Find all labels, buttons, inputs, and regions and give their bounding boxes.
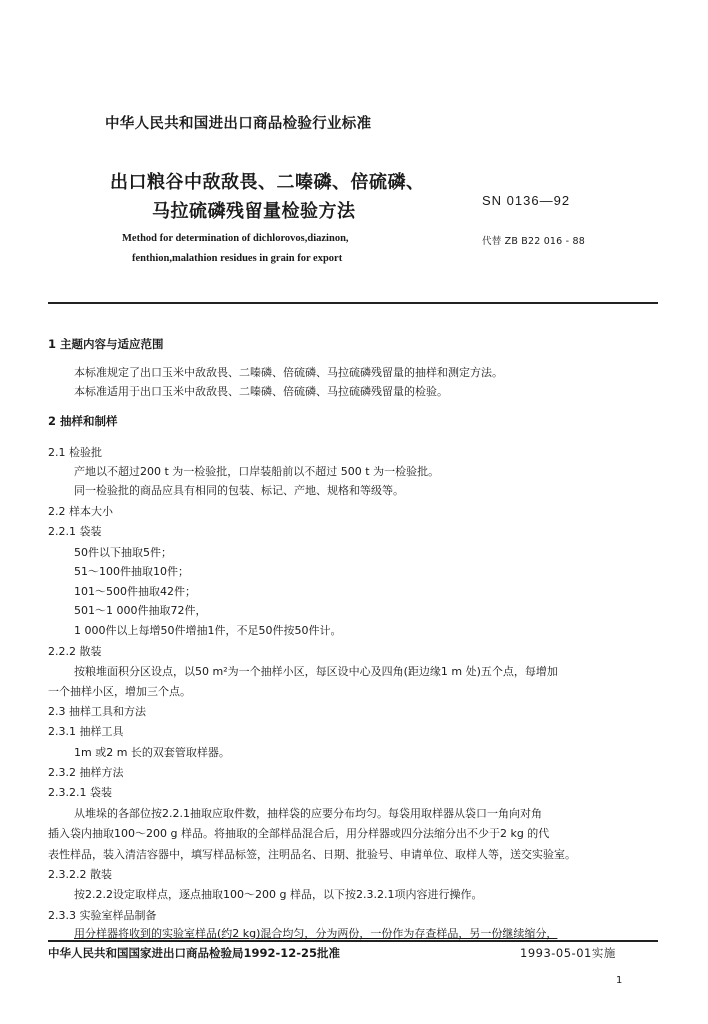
paragraph-line: 按粮堆面积分区设点，以50 m²为一个抽样小区，每区设中心及四角(距边缘1 m 处)五个点，每增加 (74, 665, 558, 678)
section-heading: 2 抽样和制样 (48, 414, 118, 428)
paragraph-line: 501～1 000件抽取72件， (74, 604, 207, 617)
section-heading: 2.2.1 袋装 (48, 525, 102, 538)
paragraph-line: 51～100件抽取10件； (74, 565, 189, 578)
paragraph-line: 表性样品，装入清洁容器中，填写样品标签，注明品名、日期、批验号、申请单位、取样人等，送交实验室。 (48, 848, 576, 861)
paragraph-line: 按2.2.2设定取样点，逐点抽取100～200 g 样品，以下按2.3.2.1项内容进行操作。 (74, 888, 483, 901)
paragraph-line: 一个抽样小区，增加三个点。 (48, 685, 191, 698)
paragraph-line: 本标准规定了出口玉米中敌敌畏、二嗪磷、倍硫磷、马拉硫磷残留量的抽样和测定方法。 (74, 366, 503, 379)
section-heading: 2.3.1 抽样工具 (48, 725, 124, 738)
page-number: 1 (616, 975, 623, 986)
section-heading: 2.3.2.2 散装 (48, 868, 112, 881)
section-heading: 2.3.2 抽样方法 (48, 766, 124, 779)
paragraph-line: 1m 或2 m 长的双套管取样器。 (74, 746, 230, 759)
replaces-standard: 代替 ZB B22 016 - 88 (482, 236, 585, 247)
section-heading: 2.1 检验批 (48, 446, 102, 459)
paragraph-line: 本标准适用于出口玉米中敌敌畏、二嗪磷、倍硫磷、马拉硫磷残留量的检验。 (74, 385, 448, 398)
section-heading: 1 主题内容与适应范围 (48, 337, 164, 351)
effective-date: 1993-05-01实施 (520, 946, 616, 960)
section-heading: 2.2.2 散装 (48, 645, 102, 658)
english-title-line-1: Method for determination of dichlorovos,diazinon, (122, 233, 349, 244)
paragraph-line: 从堆垛的各部位按2.2.1抽取应取件数，抽样袋的应要分布均匀。每袋用取样器从袋口一角向对角 (74, 807, 542, 820)
section-heading: 2.3.2.1 袋装 (48, 786, 112, 799)
standard-category-header: 中华人民共和国进出口商品检验行业标准 (105, 116, 372, 132)
approval-info: 中华人民共和国国家进出口商品检验局1992-12-25批准 (48, 946, 341, 960)
footer-divider (48, 940, 658, 942)
paragraph-line: 1 000件以上每增50件增抽1件，不足50件按50件计。 (74, 624, 342, 637)
header-divider (48, 302, 658, 304)
section-heading: 2.3 抽样工具和方法 (48, 705, 146, 718)
paragraph-line: 产地以不超过200 t 为一检验批，口岸装船前以不超过 500 t 为一检验批。 (74, 465, 440, 478)
paragraph-line: 同一检验批的商品应具有相同的包装、标记、产地、规格和等级等。 (74, 484, 404, 497)
standard-code: SN 0136—92 (482, 193, 571, 208)
document-title-line-2: 马拉硫磷残留量检验方法 (152, 201, 356, 222)
section-heading: 2.3.3 实验室样品制备 (48, 909, 157, 922)
paragraph-line: 插入袋内抽取100～200 g 样品。将抽取的全部样品混合后，用分样器或四分法缩分出不少于2 kg 的代 (48, 827, 550, 840)
paragraph-line: 50件以下抽取5件； (74, 546, 172, 559)
paragraph-line: 101～500件抽取42件； (74, 585, 196, 598)
section-heading: 2.2 样本大小 (48, 505, 113, 518)
english-title-line-2: fenthion,malathion residues in grain for export (132, 253, 343, 264)
paragraph-line: 用分样器将收到的实验室样品(约2 kg)混合均匀，分为两份，一份作为存查样品，另一份继续缩分， (74, 927, 558, 940)
document-title-line-1: 出口粮谷中敌敌畏、二嗪磷、倍硫磷、 (110, 172, 425, 193)
